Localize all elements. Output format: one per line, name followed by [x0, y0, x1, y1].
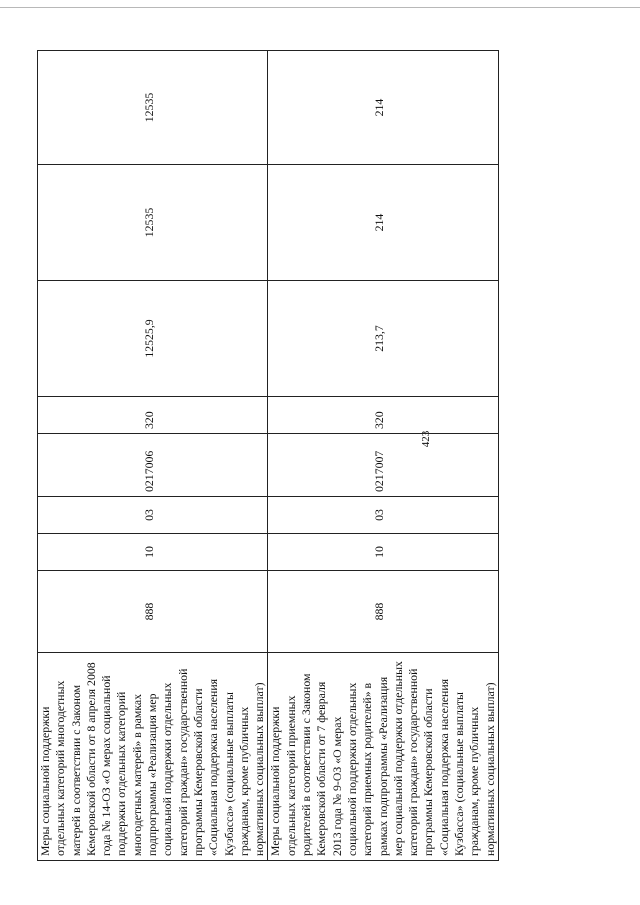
rotated-page-content: [37, 51, 497, 861]
subsection-code: 03: [268, 497, 498, 534]
amount-year-2: 214: [268, 165, 498, 281]
expense-type-code: 320: [268, 397, 498, 434]
ministry-code: 888: [268, 571, 498, 653]
target-article-code: 0217006: [38, 434, 268, 497]
row-description: Меры социальной поддержки отдельных категорий приемных родителей в соответствии с Законом Кемеровской области от 7 февраля 2013 года № 9-ОЗ «О мерах социальной поддержки отдельных категорий приемных родителей» в рамках подпрограммы «Реализация мер социальной поддержки отдельных категорий граждан» государственной программы Кемеровской области «Социальная поддержка населения Кузбасса» (социальные выплаты гражданам, кроме публичных нормативных социальных выплат): [268, 653, 498, 861]
amount-year-3: 12535: [38, 51, 268, 165]
amount-year-1: 12525,9: [38, 281, 268, 397]
target-article-code: 0217007: [268, 434, 498, 497]
table-row: [38, 51, 268, 861]
amount-year-1: 213,7: [268, 281, 498, 397]
amount-year-2: 12535: [38, 165, 268, 281]
subsection-code: 03: [38, 497, 268, 534]
page-top-rule: [0, 7, 640, 8]
row-description: Меры социальной поддержки отдельных категорий многодетных матерей в соответствии с Законом Кемеровской области от 8 апреля 2008 года № 14-ОЗ «О мерах социальной поддержки отдельных категорий многодетных матерей» в рамках подпрограммы «Реализация мер социальной поддержки отдельных категорий граждан» государственной программы Кемеровской области «Социальная поддержка населения Кузбасса» (социальные выплаты гражданам, кроме публичных нормативных социальных выплат): [38, 653, 268, 861]
expense-type-code: 320: [38, 397, 268, 434]
amount-year-3: 214: [268, 51, 498, 165]
budget-table: [37, 50, 499, 861]
section-code: 10: [268, 534, 498, 571]
table-row: [268, 51, 498, 861]
section-code: 10: [38, 534, 268, 571]
page-number: 423: [420, 430, 432, 448]
ministry-code: 888: [38, 571, 268, 653]
